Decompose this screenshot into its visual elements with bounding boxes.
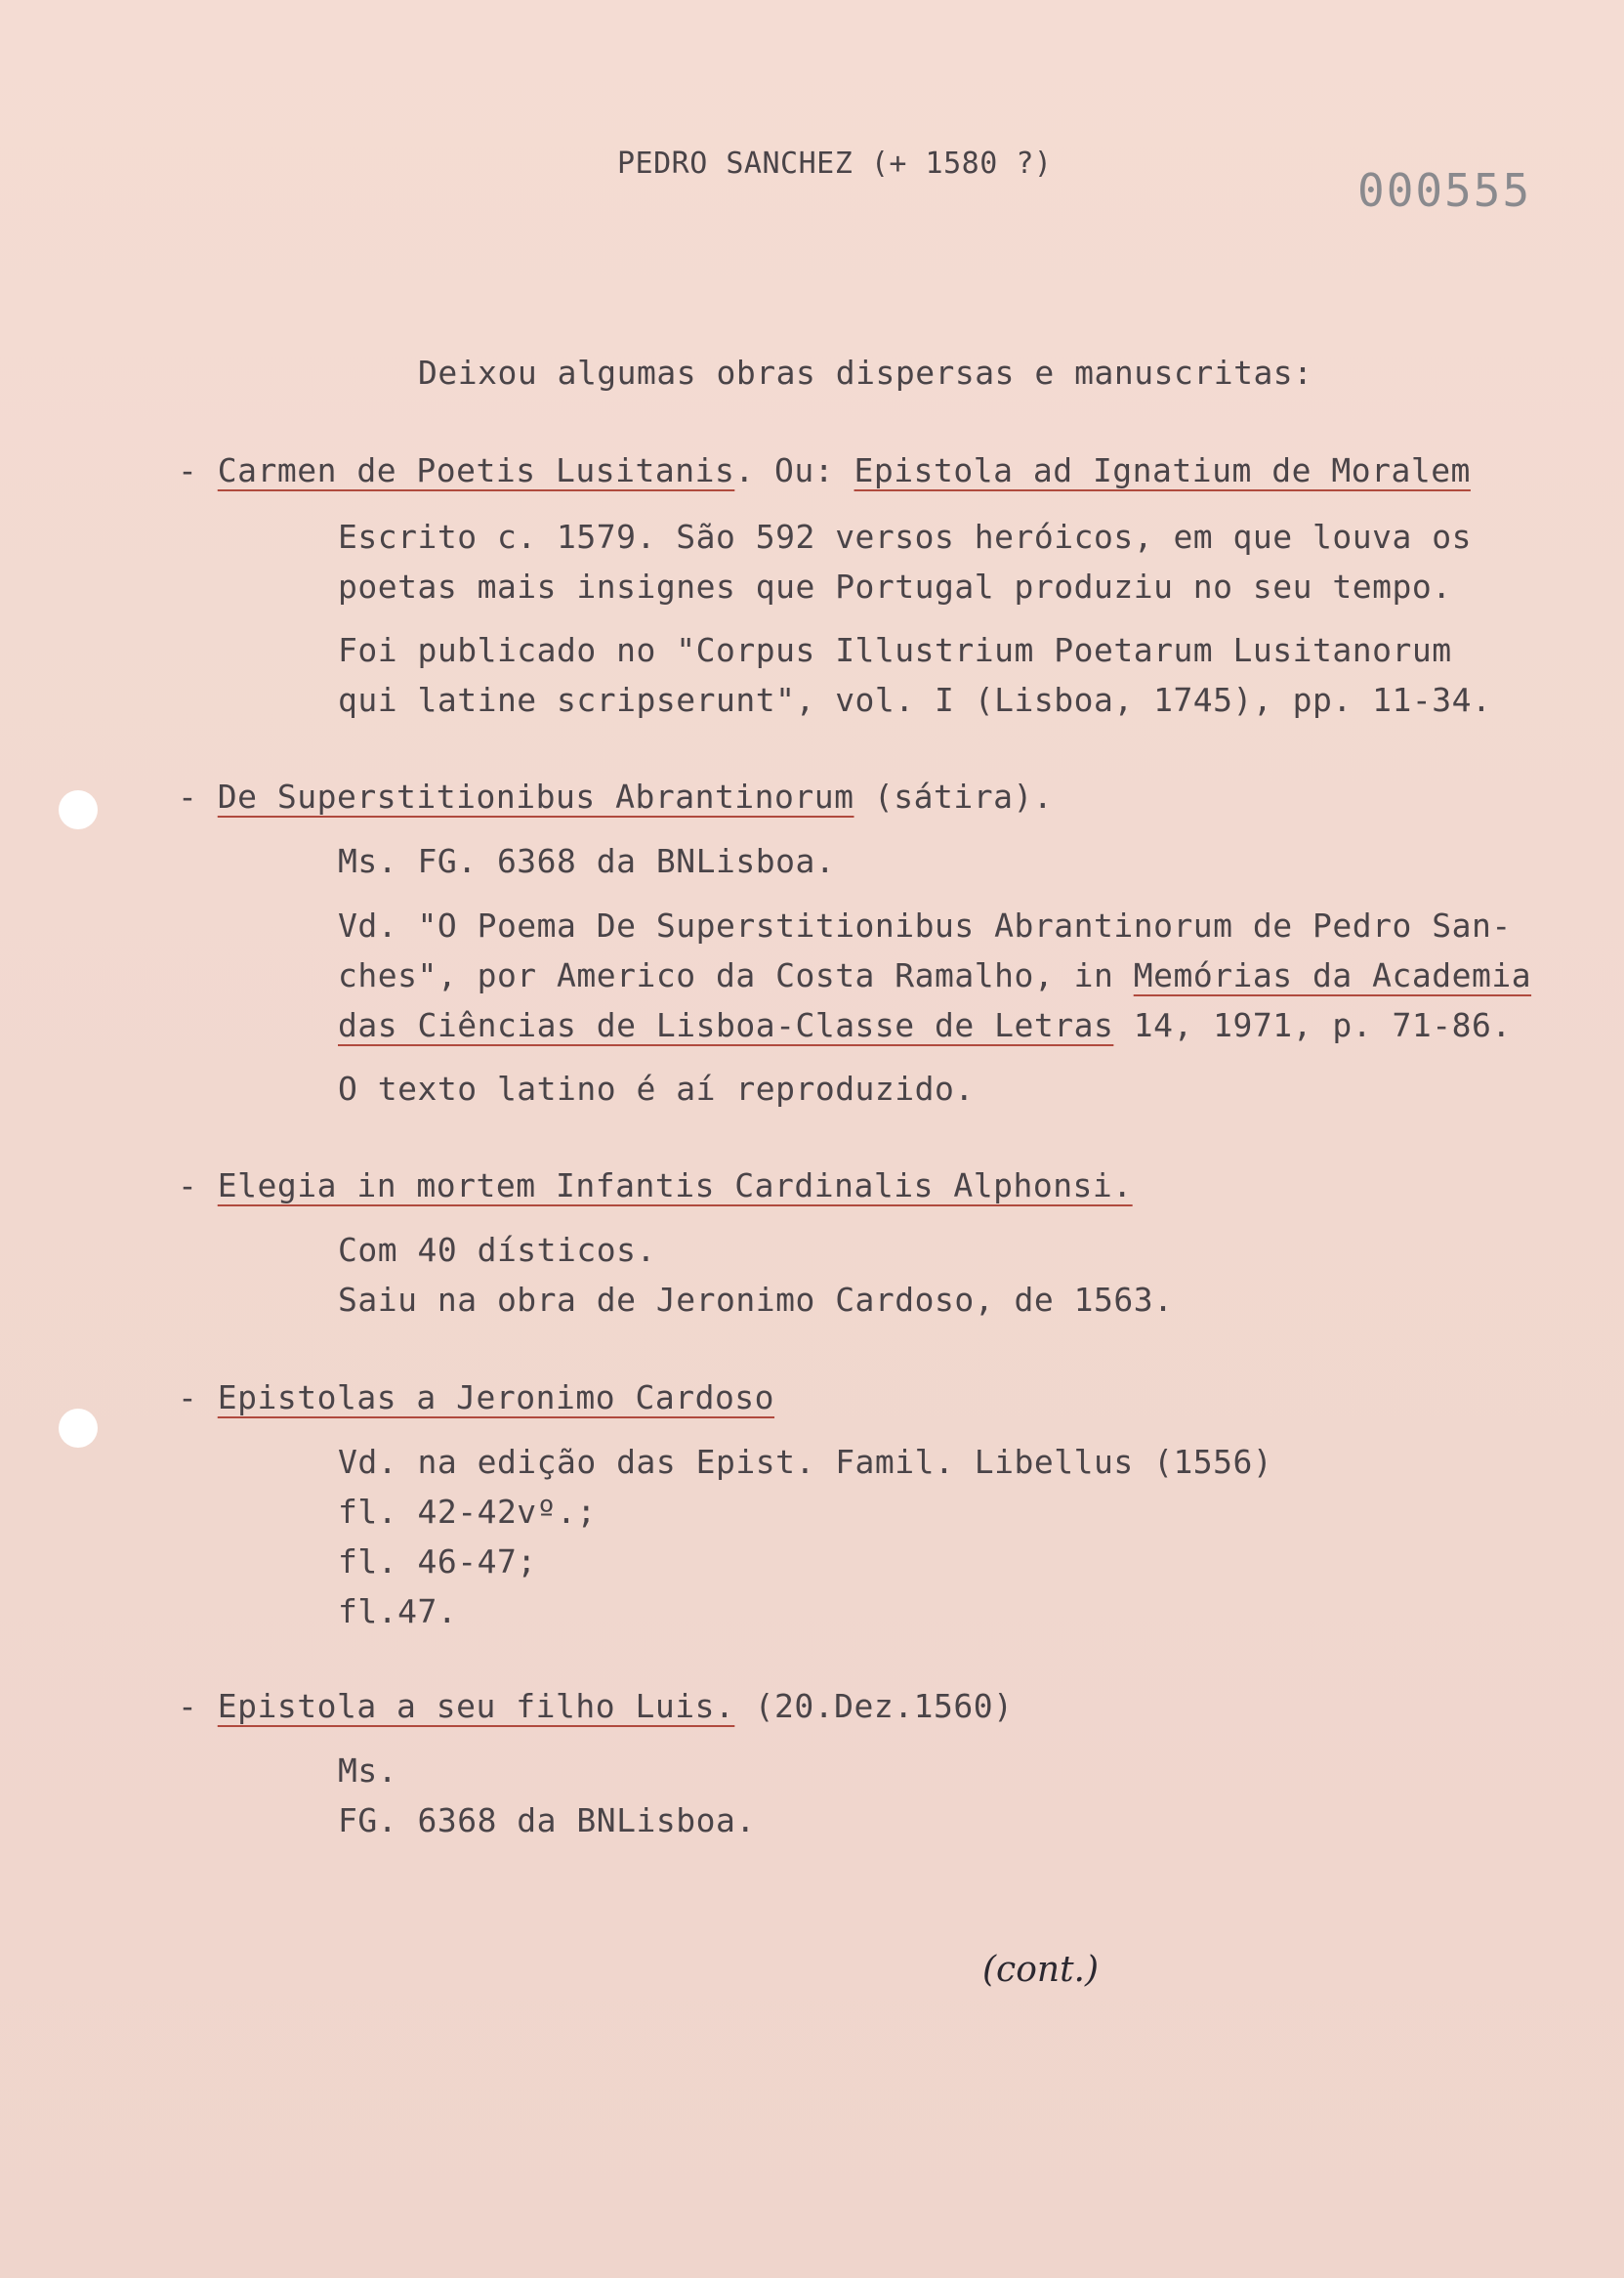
entry-1-line: Escrito c. 1579. São 592 versos heróicos, em que louva os bbox=[338, 518, 1472, 556]
entry-2-journal-title: Memórias da Academia bbox=[1133, 956, 1532, 994]
entry-3-line: Saiu na obra de Jeronimo Cardoso, de 1563. bbox=[338, 1281, 1174, 1319]
entry-5-title: Epistola a seu filho Luis. bbox=[217, 1687, 735, 1725]
punch-hole-bottom bbox=[59, 1409, 98, 1448]
entry-dash: - bbox=[178, 778, 198, 816]
entry-2-line: Vd. "O Poema De Superstitionibus Abrantinorum de Pedro San- bbox=[338, 907, 1512, 945]
entry-2-title: De Superstitionibus Abrantinorum bbox=[217, 778, 854, 816]
entry-2-line bbox=[338, 1006, 1512, 1045]
entry-1-heading bbox=[178, 451, 1471, 490]
entry-4-line: fl.47. bbox=[338, 1592, 458, 1630]
intro-text: Deixou algumas obras dispersas e manuscritas: bbox=[418, 354, 1313, 392]
entry-dash: - bbox=[178, 451, 198, 489]
entry-1-line: qui latine scripserunt", vol. I (Lisboa, 1745), pp. 11-34. bbox=[338, 681, 1492, 719]
entry-dash: - bbox=[178, 1378, 198, 1416]
entry-1-line: Foi publicado no "Corpus Illustrium Poetarum Lusitanorum bbox=[338, 631, 1452, 669]
entry-5-line: FG. 6368 da BNLisboa. bbox=[338, 1801, 756, 1839]
entry-2-line: Ms. FG. 6368 da BNLisboa. bbox=[338, 842, 836, 880]
entry-2-line: O texto latino é aí reproduzido. bbox=[338, 1070, 975, 1108]
entry-4-line: fl. 42-42vº.; bbox=[338, 1493, 597, 1531]
page-title: PEDRO SANCHEZ (+ 1580 ?) bbox=[617, 147, 1053, 181]
entry-2-heading bbox=[178, 778, 1053, 817]
entry-2-journal-title-cont: das Ciências de Lisboa-Classe de Letras bbox=[338, 1006, 1114, 1044]
entry-2-suffix: (sátira). bbox=[854, 778, 1054, 816]
entry-1-line: poetas mais insignes que Portugal produziu no seu tempo. bbox=[338, 568, 1452, 606]
entry-4-line: Vd. na edição das Epist. Famil. Libellus (1556) bbox=[338, 1443, 1273, 1481]
entry-2-line bbox=[338, 956, 1531, 995]
entry-1-title-alt: Epistola ad Ignatium de Moralem bbox=[854, 451, 1471, 489]
entry-2-line-text: ches", por Americo da Costa Ramalho, in bbox=[338, 956, 1134, 994]
entry-dash: - bbox=[178, 1687, 198, 1725]
entry-5-suffix: (20.Dez.1560) bbox=[734, 1687, 1014, 1725]
entry-3-heading bbox=[178, 1166, 1133, 1205]
entry-4-title: Epistolas a Jeronimo Cardoso bbox=[217, 1378, 775, 1416]
entry-4-heading bbox=[178, 1378, 774, 1417]
handwritten-continued-note: (cont.) bbox=[982, 1950, 1100, 1990]
entry-3-title: Elegia in mortem Infantis Cardinalis Alphonsi. bbox=[217, 1166, 1133, 1204]
entry-1-title: Carmen de Poetis Lusitanis bbox=[217, 451, 735, 489]
entry-5-heading bbox=[178, 1687, 1013, 1726]
entry-4-line: fl. 46-47; bbox=[338, 1542, 537, 1581]
entry-1-separator: . Ou: bbox=[734, 451, 854, 489]
page-number-stamp: 000555 bbox=[1357, 164, 1532, 217]
entry-3-line: Com 40 dísticos. bbox=[338, 1231, 656, 1269]
punch-hole-top bbox=[59, 790, 98, 829]
entry-dash: - bbox=[178, 1166, 198, 1204]
entry-5-line: Ms. bbox=[338, 1751, 398, 1790]
entry-2-journal-ref: 14, 1971, p. 71-86. bbox=[1113, 1006, 1512, 1044]
